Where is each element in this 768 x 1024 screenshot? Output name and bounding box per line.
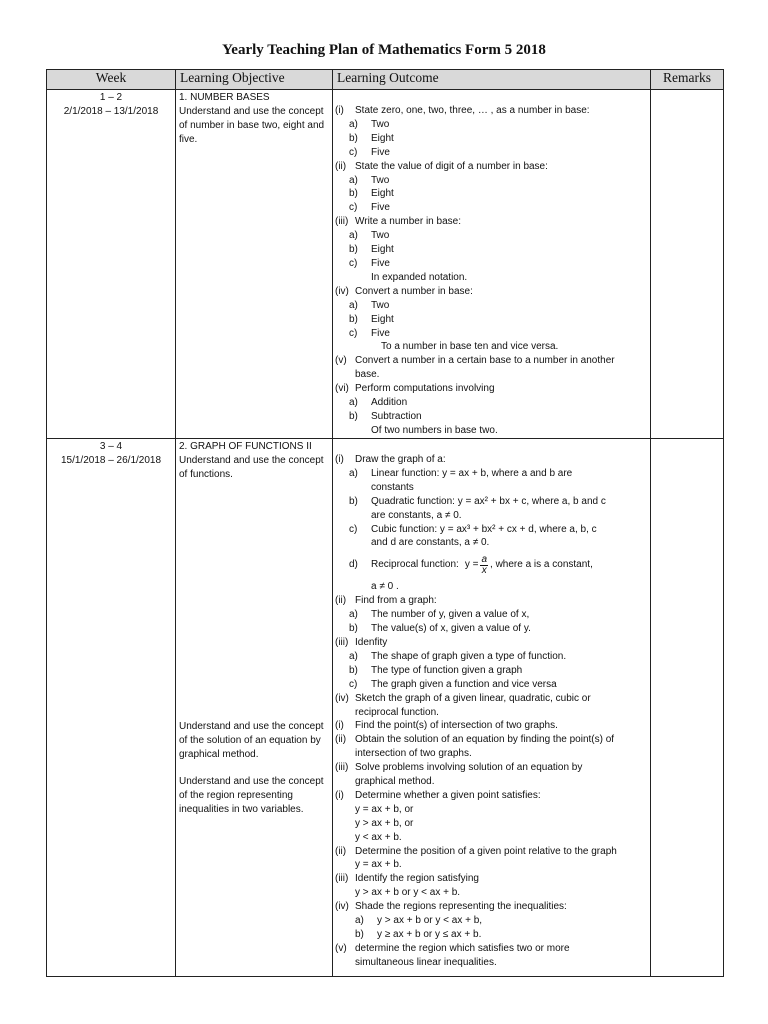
- outcome-continuation: reciprocal function.: [355, 706, 439, 718]
- outcome-item: (iii) Identify the region satisfying: [335, 873, 479, 885]
- outcome-continuation: base.: [355, 369, 380, 381]
- outcome-subitem: b) y ≥ ax + b or y ≤ ax + b.: [355, 929, 482, 940]
- objective-header: Learning Objective: [176, 70, 333, 90]
- outcome-header: Learning Outcome: [333, 70, 651, 90]
- outcome-item: (ii) State the value of digit of a number in base:: [335, 160, 548, 172]
- outcome-cell: [333, 439, 651, 977]
- outcome-note: To a number in base ten and vice versa.: [381, 341, 559, 353]
- page-title: Yearly Teaching Plan of Mathematics Form 5 2018: [222, 42, 546, 58]
- outcome-cell: [333, 90, 651, 439]
- outcome-item: (i) Determine whether a given point satisfies:: [335, 789, 541, 801]
- outcome-item: (i) Find the point(s) of intersection of two graphs.: [335, 720, 558, 732]
- outcome-subitem: b) Quadratic function: y = ax² + bx + c, where a, b and c: [349, 495, 606, 507]
- week-number: 3 – 4: [99, 441, 123, 452]
- outcome-item: (iii) Idenfity: [335, 636, 388, 648]
- outcome-continuation: y > ax + b or y < ax + b.: [355, 887, 461, 899]
- outcome-continuation: and d are constants, a ≠ 0.: [371, 537, 490, 549]
- outcome-item: (i) Draw the graph of a:: [335, 454, 446, 465]
- outcome-subitem: b) Eight: [349, 188, 394, 200]
- outcome-item: (iii) Write a number in base:: [335, 216, 461, 228]
- topic-title: 2. GRAPH OF FUNCTIONS II: [179, 441, 312, 452]
- week-dates: 2/1/2018 – 13/1/2018: [63, 105, 159, 117]
- outcome-subitem: a) Linear function: y = ax + b, where a and b are: [349, 467, 573, 479]
- outcome-item: (iv) Shade the regions representing the inequalities:: [335, 901, 567, 913]
- outcome-continuation: a ≠ 0 .: [371, 581, 399, 593]
- table-row: [47, 90, 724, 439]
- outcome-item: (iv) Sketch the graph of a given linear, quadratic, cubic or: [335, 692, 591, 704]
- objective-text: Understand and use the concept of the region representing inequalities in two variables.: [179, 776, 324, 816]
- remarks-cell: [651, 90, 724, 439]
- outcome-subitem: a) Two: [349, 230, 390, 242]
- outcome-subitem: b) Eight: [349, 244, 394, 256]
- outcome-item: (v) determine the region which satisfies two or more: [335, 942, 570, 954]
- outcome-continuation: y < ax + b.: [355, 831, 402, 843]
- outcome-subitem: a) Two: [349, 299, 390, 311]
- remarks-cell: [651, 439, 724, 977]
- outcome-subitem: a) The shape of graph given a type of function.: [349, 650, 567, 662]
- outcome-subitem: a) Addition: [349, 397, 408, 409]
- header-row: [47, 70, 724, 90]
- outcome-continuation: graphical method.: [355, 776, 435, 788]
- objective-cell: [176, 439, 333, 977]
- objective-text: Understand and use the concept of functions.: [179, 454, 324, 480]
- outcome-subitem: b) The value(s) of x, given a value of y.: [349, 623, 531, 635]
- outcome-item: (vi) Perform computations involving: [335, 383, 495, 395]
- outcome-subitem: a) Two: [349, 118, 390, 130]
- outcome-subitem: a) Two: [349, 174, 390, 186]
- objective-cell: [176, 90, 333, 439]
- outcome-subitem: c) The graph given a function and vice versa: [349, 678, 557, 690]
- table-row: [47, 439, 724, 977]
- outcome-continuation: simultaneous linear inequalities.: [355, 956, 497, 968]
- outcome-item: (ii) Find from a graph:: [335, 595, 437, 607]
- outcome-subitem: c) Five: [349, 327, 390, 339]
- outcome-subitem: a) y > ax + b or y < ax + b,: [355, 915, 483, 927]
- outcome-subitem: d) Reciprocal function: y = $\frac{a}{x}$ , where a is a constant,: [349, 553, 593, 576]
- outcome-subitem: c) Cubic function: y = ax³ + bx² + cx + d, where a, b, c: [349, 523, 597, 535]
- outcome-subitem: b) The type of function given a graph: [349, 664, 523, 676]
- outcome-item: (v) Convert a number in a certain base to a number in another: [335, 355, 615, 367]
- outcome-continuation: constants: [371, 481, 414, 493]
- outcome-item: (iii) Solve problems involving solution of an equation by: [335, 762, 583, 774]
- outcome-continuation: intersection of two graphs.: [355, 748, 472, 760]
- week-cell: [47, 90, 176, 439]
- outcome-subitem: a) The number of y, given a value of x,: [349, 609, 530, 621]
- week-cell: [47, 439, 176, 977]
- outcome-subitem: c) Five: [349, 257, 390, 269]
- week-dates: 15/1/2018 – 26/1/2018: [60, 454, 162, 466]
- outcome-continuation: are constants, a ≠ 0.: [371, 509, 462, 521]
- outcome-subitem: b) Eight: [349, 313, 394, 325]
- week-number: 1 – 2: [99, 92, 123, 103]
- outcome-item: (ii) Determine the position of a given point relative to the graph: [335, 845, 617, 857]
- outcome-item: (iv) Convert a number in base:: [335, 285, 473, 297]
- remarks-header: Remarks: [651, 70, 724, 90]
- outcome-item: (ii) Obtain the solution of an equation by finding the point(s) of: [335, 734, 615, 746]
- outcome-subitem: b) Subtraction: [349, 410, 422, 422]
- objective-text: Understand and use the concept of the solution of an equation by graphical method.: [179, 720, 324, 760]
- outcome-continuation: y = ax + b, or: [355, 803, 414, 815]
- outcome-subitem: b) Eight: [349, 132, 394, 144]
- topic-title: 1. NUMBER BASES: [179, 92, 270, 103]
- fraction: $\frac{a}{x}$: [481, 553, 488, 576]
- outcome-continuation: y = ax + b.: [355, 859, 402, 871]
- objective-text: Understand and use the concept of number in base two, eight and five.: [179, 105, 325, 145]
- outcome-note: Of two numbers in base two.: [371, 424, 498, 436]
- outcome-continuation: y > ax + b, or: [355, 817, 414, 829]
- outcome-note: In expanded notation.: [371, 271, 468, 283]
- outcome-item: (i) State zero, one, two, three, … , as a number in base:: [335, 105, 590, 116]
- week-header: Week: [47, 70, 176, 90]
- outcome-subitem: c) Five: [349, 202, 390, 214]
- outcome-subitem: c) Five: [349, 146, 390, 158]
- teaching-plan-table: [46, 69, 724, 977]
